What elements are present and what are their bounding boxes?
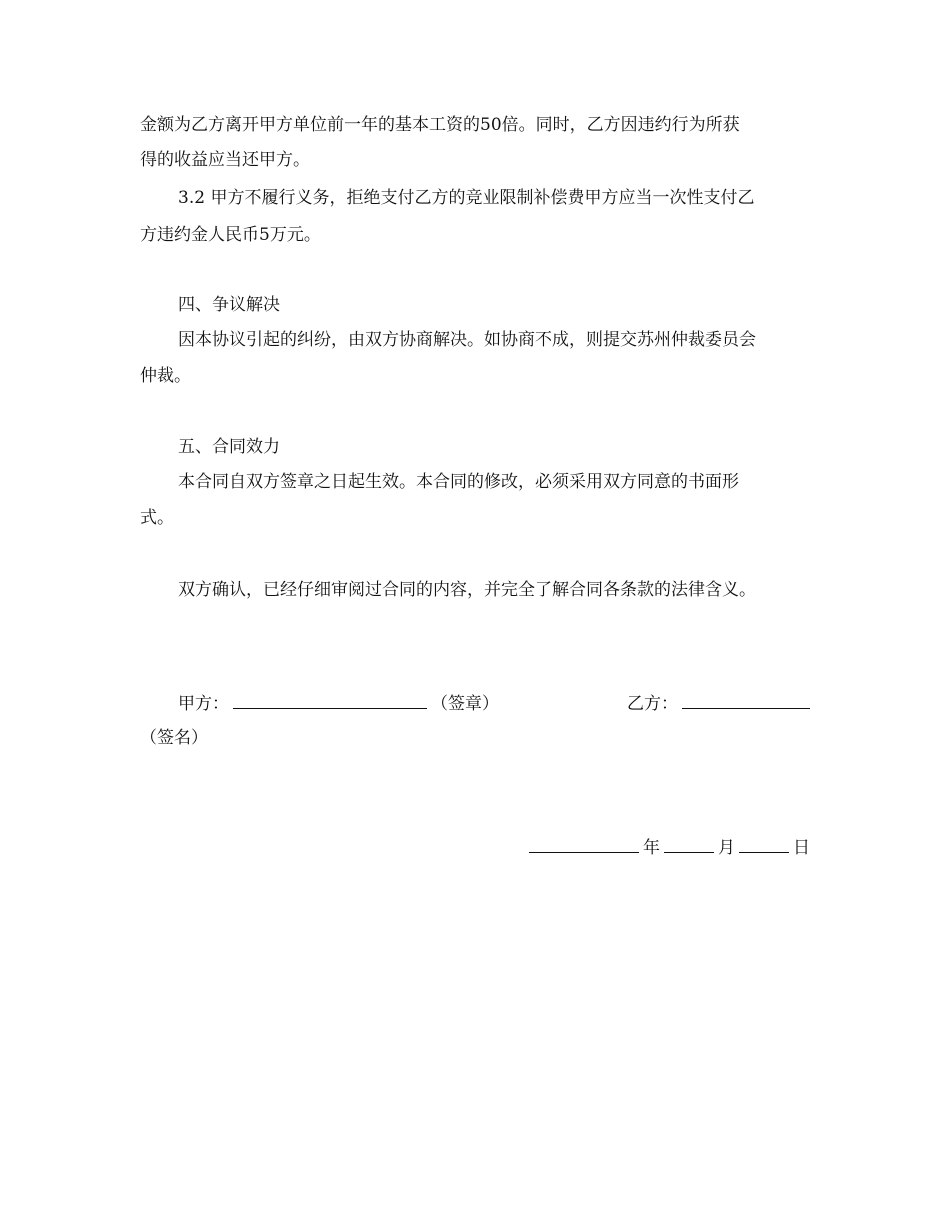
date-row [529, 836, 810, 858]
party-a-signature [178, 692, 499, 714]
section-5-line-1: 本合同自双方签章之日起生效。本合同的修改，必须采用双方同意的书面形 [178, 472, 739, 492]
section-5-line-2: 式。 [140, 508, 174, 528]
month-label: 月 [718, 838, 735, 858]
year-blank [529, 836, 639, 853]
section-4-line-1: 因本协议引起的纠纷，由双方协商解决。如协商不成，则提交苏州仲裁委员会 [178, 330, 756, 350]
party-b-label: 乙方： [627, 694, 678, 714]
month-blank [664, 836, 714, 853]
clause-continued-line-2: 得的收益应当还甲方。 [140, 150, 310, 170]
clause-3-2-line-1: 3.2 甲方不履行义务，拒绝支付乙方的竞业限制补偿费甲方应当一次性支付乙 [178, 188, 755, 208]
party-a-seal-label: （签章） [431, 694, 499, 714]
clause-continued-line-1: 金额为乙方离开甲方单位前一年的基本工资的50倍。同时，乙方因违约行为所获 [140, 115, 740, 135]
day-label: 日 [793, 838, 810, 858]
party-b-sign-label: （签名） [140, 728, 208, 748]
section-4-heading: 四、争议解决 [178, 295, 280, 315]
party-b-signature [627, 692, 810, 714]
party-a-signature-line [233, 692, 427, 709]
year-label: 年 [643, 838, 660, 858]
clause-3-2-line-2: 方违约金人民币5万元。 [140, 225, 321, 245]
day-blank [739, 836, 789, 853]
confirmation-text: 双方确认，已经仔细审阅过合同的内容，并完全了解合同各条款的法律含义。 [178, 580, 756, 600]
section-5-heading: 五、合同效力 [178, 437, 280, 457]
party-a-label: 甲方： [178, 694, 229, 714]
party-b-signature-line [682, 692, 810, 709]
section-4-line-2: 仲裁。 [140, 366, 191, 386]
